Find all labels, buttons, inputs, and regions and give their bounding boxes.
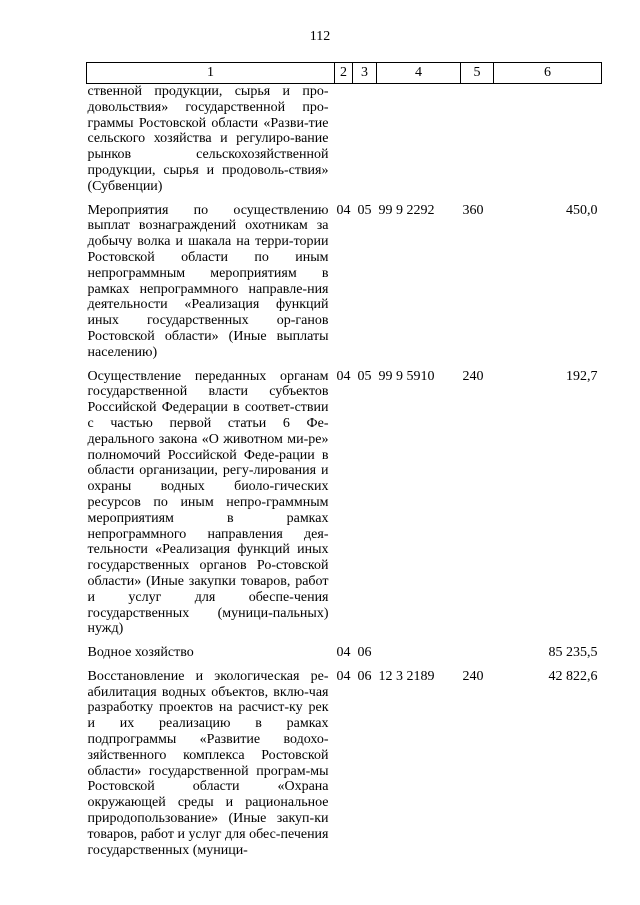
row-description: Водное хозяйство bbox=[87, 645, 194, 661]
header-col-2: 2 bbox=[335, 63, 353, 84]
row-subsection: 05 bbox=[357, 368, 372, 384]
row-expense-type: 240 bbox=[462, 668, 484, 684]
row-section: 04 bbox=[336, 368, 351, 384]
row-expense-type bbox=[461, 84, 494, 203]
row-expense-type bbox=[461, 645, 494, 669]
row-amount bbox=[494, 84, 602, 203]
row-target-article bbox=[377, 645, 461, 669]
header-col-4: 4 bbox=[377, 63, 461, 84]
row-description: Мероприятия по осуществлению выплат вознаграждений охотникам за добычу волка и шакала на терри-тории Ростовской области по иным непрограммным мероприятиям в рамках непрограммного направле-ния деятельности «Реализация функций иных государственных ор-ганов Ростовской области» (Иные выплаты населению) bbox=[87, 202, 329, 360]
row-expense-type: 360 bbox=[462, 202, 484, 218]
budget-table-container bbox=[86, 62, 601, 866]
row-amount: 42 822,6 bbox=[548, 668, 598, 684]
table-row bbox=[87, 84, 602, 203]
row-description: Восстановление и экологическая ре-абилитация водных объектов, вклю-чая разработку проектов на расчист-ку рек и их реализацию в рамках подпрограммы «Развитие водохо-зяйственного комплекса Ростовской области» государственной програм-мы Ростовской области «Охрана окружающей среды и рациональное природопользование» (Иные закуп-ки товаров, работ и услуг для обес-печения государственных (муници- bbox=[87, 668, 329, 858]
row-expense-type: 240 bbox=[462, 368, 484, 384]
row-target-article: 99 9 2292 bbox=[378, 202, 435, 218]
header-col-3: 3 bbox=[353, 63, 377, 84]
row-target-article: 99 9 5910 bbox=[378, 368, 435, 384]
header-col-1: 1 bbox=[87, 63, 335, 84]
table-row bbox=[87, 203, 602, 369]
row-description: Осуществление переданных органам государственной власти субъектов Российской Федерации в соответ-ствии с частью первой статьи 6 Фе-дерального закона «О животном ми-ре» полномочий Российской Феде-рации в области организации, регу-лирования и охраны водных биоло-гических ресурсов по иным непро-граммным мероприятиям в рамках непрограммного направления дея-тельности «Реализация функций иных государственных органов Ро-стовской области» (Иные закупки товаров, работ и услуг для обеспе-чения государственных (муници-пальных) нужд) bbox=[87, 368, 329, 637]
row-amount: 192,7 bbox=[566, 368, 598, 384]
row-section: 04 bbox=[336, 668, 351, 684]
row-amount: 85 235,5 bbox=[548, 645, 598, 661]
table-row bbox=[87, 669, 602, 867]
row-section: 04 bbox=[336, 645, 351, 661]
row-section bbox=[335, 84, 353, 203]
page-number: 112 bbox=[309, 29, 331, 44]
row-subsection bbox=[353, 84, 377, 203]
table-header-row bbox=[87, 63, 602, 84]
header-col-6: 6 bbox=[494, 63, 602, 84]
table-row bbox=[87, 645, 602, 669]
row-amount: 450,0 bbox=[566, 202, 598, 218]
budget-table bbox=[86, 62, 602, 866]
row-section: 04 bbox=[336, 202, 351, 218]
table-row bbox=[87, 369, 602, 646]
row-target-article: 12 3 2189 bbox=[378, 668, 435, 684]
row-subsection: 06 bbox=[357, 668, 372, 684]
header-col-5: 5 bbox=[461, 63, 494, 84]
row-subsection: 05 bbox=[357, 202, 372, 218]
row-target-article bbox=[377, 84, 461, 203]
row-subsection: 06 bbox=[357, 645, 372, 661]
row-description: ственной продукции, сырья и про-довольствия» государственной про-граммы Ростовской области «Разви-тие сельского хозяйства и регулиро-вание рынков сельскохозяйственной продукции, сырья и продоволь-ствия» (Субвенции) bbox=[87, 84, 329, 194]
